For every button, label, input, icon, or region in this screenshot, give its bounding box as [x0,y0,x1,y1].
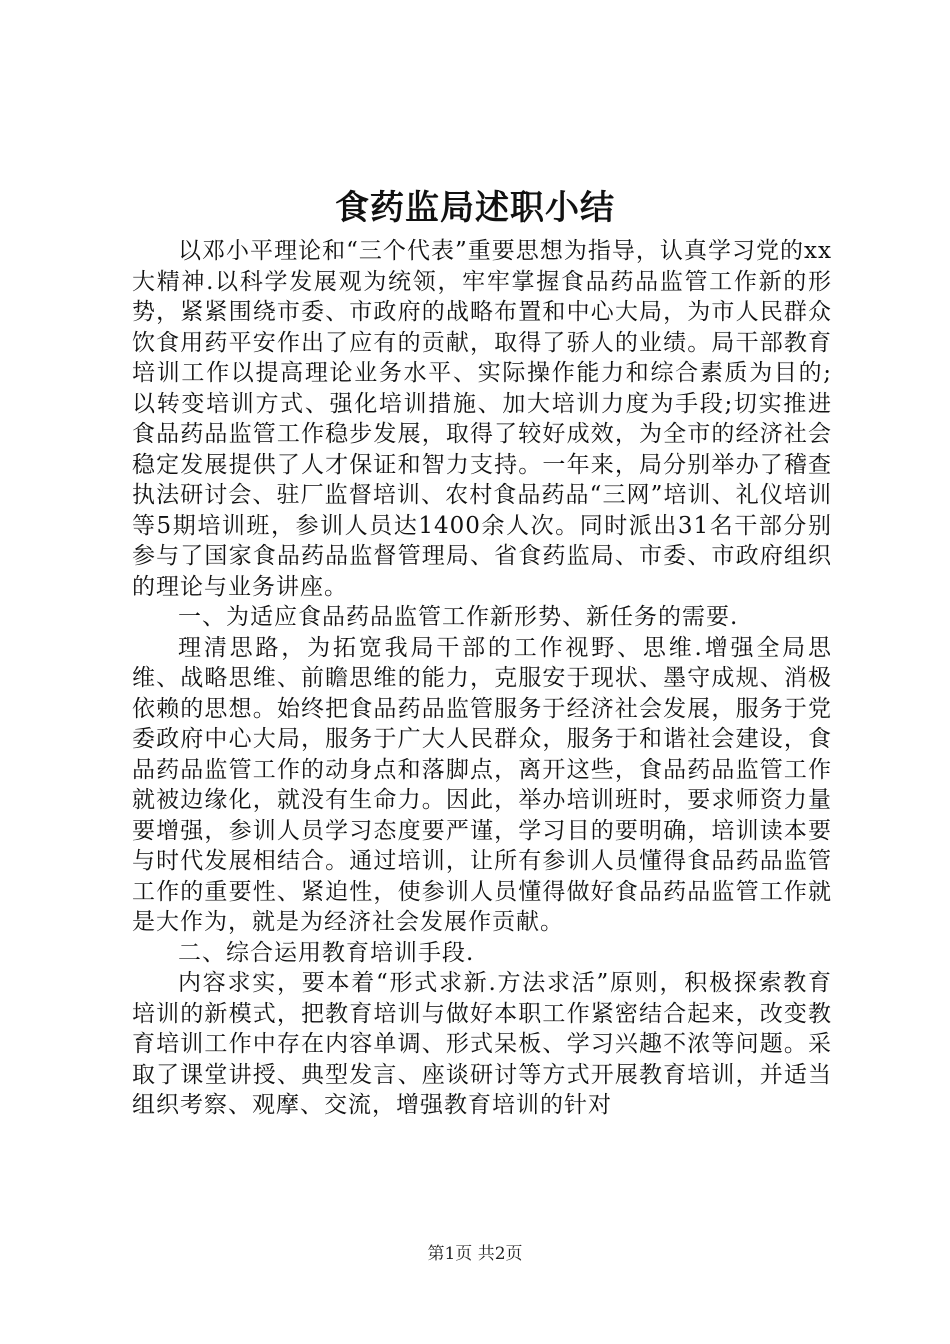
paragraph-section-1: 理清思路，为拓宽我局干部的工作视野、思维.增强全局思维、战略思维、前瞻思维的能力，克服安于现状、墨守成规、消极依赖的思想。始终把食品药品监管服务于经济社会发展，服务于党委政府中心大局，服务于广大人民群众，服务于和谐社会建设，食品药品监管工作的动身点和落脚点，离开这些，食品药品监管工作就被边缘化，就没有生命力。因此，举办培训班时，要求师资力量要增强，参训人员学习态度要严谨，学习目的要明确，培训读本要与时代发展相结合。通过培训，让所有参训人员懂得食品药品监管工作的重要性、紧迫性，使参训人员懂得做好食品药品监管工作就是大作为，就是为经济社会发展作贡献。 [132,634,832,935]
document-body [132,236,832,1121]
page-footer: 第1页 共2页 [427,1244,523,1264]
section-heading-2: 二、综合运用教育培训手段. [178,939,475,966]
document-title: 食药监局述职小结 [335,188,615,228]
paragraph-section-2: 内容求实，要本着“形式求新.方法求活”原则，积极探索教育培训的新模式，把教育培训与做好本职工作紧密结合起来，改变教育培训工作中存在内容单调、形式呆板、学习兴趣不浓等问题。采取了课堂讲授、典型发言、座谈研讨等方式开展教育培训，并适当组织考察、观摩、交流，增强教育培训的针对 [132,970,832,1118]
paragraph-intro: 以邓小平理论和“三个代表”重要思想为指导，认真学习党的xx大精神.以科学发展观为统领，牢牢掌握食品药品监管工作新的形势，紧紧围绕市委、市政府的战略布置和中心大局，为市人民群众饮食用药平安作出了应有的贡献，取得了骄人的业绩。局干部教育培训工作以提高理论业务水平、实际操作能力和综合素质为目的;以转变培训方式、强化培训措施、加大培训力度为手段;切实推进食品药品监管工作稳步发展，取得了较好成效，为全市的经济社会稳定发展提供了人才保证和智力支持。一年来，局分别举办了稽查执法研讨会、驻厂监督培训、农村食品药品“三网”培训、礼仪培训等5期培训班，参训人员达1400余人次。同时派出31名干部分别参与了国家食品药品监督管理局、省食药监局、市委、市政府组织的理论与业务讲座。 [132,238,832,600]
section-heading-1: 一、为适应食品药品监管工作新形势、新任务的需要. [178,604,739,630]
